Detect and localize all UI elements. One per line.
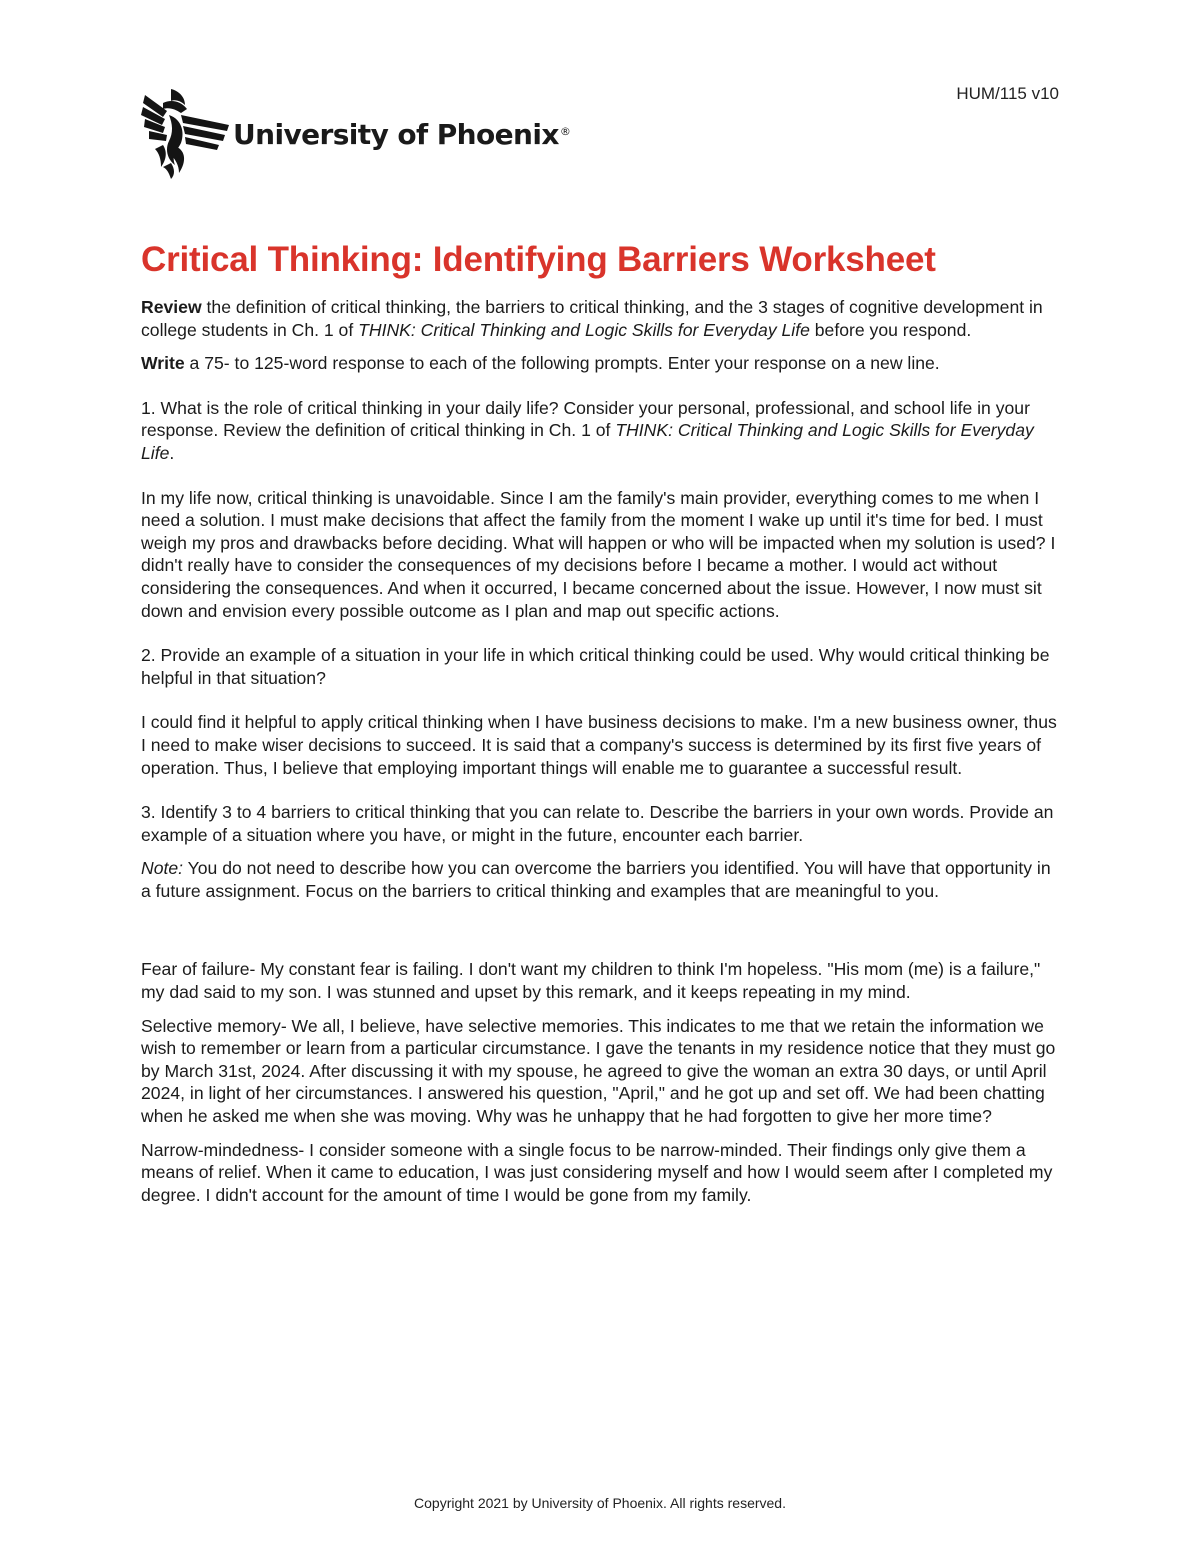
- note-label: Note:: [141, 858, 184, 879]
- prompt-1-text: 1. What is the role of critical thinking in your daily life? Consider your personal, professional, and school life in your response. Review the definition of critical thinking in Ch. 1 of: [141, 397, 1030, 441]
- response-3-fear-of-failure: Fear of failure- My constant fear is failing. I don't want my children to think I'm hopeless. "His mom (me) is a failure," my dad said to my son. I was stunned and upset by this remark, and it keeps repeating in my mind.: [141, 959, 1041, 1003]
- phoenix-bird-icon: [141, 85, 229, 179]
- page-title: Critical Thinking: Identifying Barriers Worksheet: [141, 240, 936, 279]
- university-logo: [141, 84, 570, 180]
- prompt-3-note: [141, 857, 1061, 902]
- write-instructions: [141, 352, 1061, 375]
- review-end: before you respond.: [809, 319, 972, 340]
- review-instructions: [141, 296, 1061, 341]
- prompt-2: 2. Provide an example of a situation in your life in which critical thinking could be used. Why would critical thinking be helpful in that situation?: [141, 645, 1050, 688]
- prompt-1-end: .: [169, 442, 175, 463]
- registered-mark: ®: [559, 124, 571, 138]
- review-text: the definition of critical thinking, the barriers to critical thinking, and the 3 stages of cognitive development in college students in Ch. 1 of: [141, 297, 1043, 340]
- prompt-1-textbook-title: THINK: Critical Thinking and Logic Skills for Everyday Life: [141, 420, 1034, 463]
- write-text: a 75- to 125-word response to each of the following prompts. Enter your response on a new line.: [184, 353, 940, 374]
- response-1: In my life now, critical thinking is unavoidable. Since I am the family's main provider, everything comes to me when I need a solution. I must make decisions that affect the family from the moment I wake up until it's time for bed. I must weigh my pros and drawbacks before deciding. What will happen or who will be impacted when my solution is used? I didn't really have to consider the consequences of my decisions before I became a mother. I would act without considering the consequences. And when it occurred, I became concerned about the issue. However, I now must sit down and envision every possible outcome as I plan and map out specific actions.: [141, 487, 1056, 621]
- review-label: Review: [141, 297, 202, 317]
- logo-wordmark: [233, 118, 570, 151]
- course-code: HUM/115 v10: [956, 84, 1059, 103]
- logo-wordmark-text: University of Phoenix: [233, 117, 559, 151]
- response-3-selective-memory: Selective memory- We all, I believe, have selective memories. This indicates to me that we retain the information we wish to remember or learn from a particular circumstance. I gave the tenants in my residence notice that they must go by March 31st, 2024. After discussing it with my spouse, he agreed to give the woman an extra 30 days, or until April 2024, in light of her circumstances. I answered his question, "April," and he got up and set off. We had been chatting when he asked me when she was moving. Why was he unhappy that he had forgotten to give her more time?: [141, 1015, 1056, 1127]
- note-text: You do not need to describe how you can overcome the barriers you identified. You will have that opportunity in a future assignment. Focus on the barriers to critical thinking and examples that are meaningful to you.: [141, 858, 1051, 901]
- textbook-title: THINK: Critical Thinking and Logic Skills for Everyday Life: [358, 319, 810, 340]
- copyright-footer: Copyright 2021 by University of Phoenix. All rights reserved.: [414, 1495, 786, 1511]
- response-3-narrow-mindedness: Narrow-mindedness- I consider someone with a single focus to be narrow-minded. Their findings only give them a means of relief. When it came to education, I was just considering myself and how I would seem after I completed my degree. I didn't account for the amount of time I would be gone from my family.: [141, 1139, 1053, 1205]
- prompt-3: 3. Identify 3 to 4 barriers to critical thinking that you can relate to. Describe the barriers in your own words. Provide an example of a situation where you have, or might in the future, encounter each barrier.: [141, 802, 1054, 845]
- worksheet-body: [141, 238, 1061, 1206]
- response-2: I could find it helpful to apply critical thinking when I have business decisions to make. I'm a new business owner, thus I need to make wiser decisions to succeed. It is said that a company's success is determined by its first five years of operation. Thus, I believe that employing important things will enable me to guarantee a successful result.: [141, 712, 1057, 778]
- prompt-1: [141, 397, 1061, 465]
- write-label: Write: [141, 353, 185, 374]
